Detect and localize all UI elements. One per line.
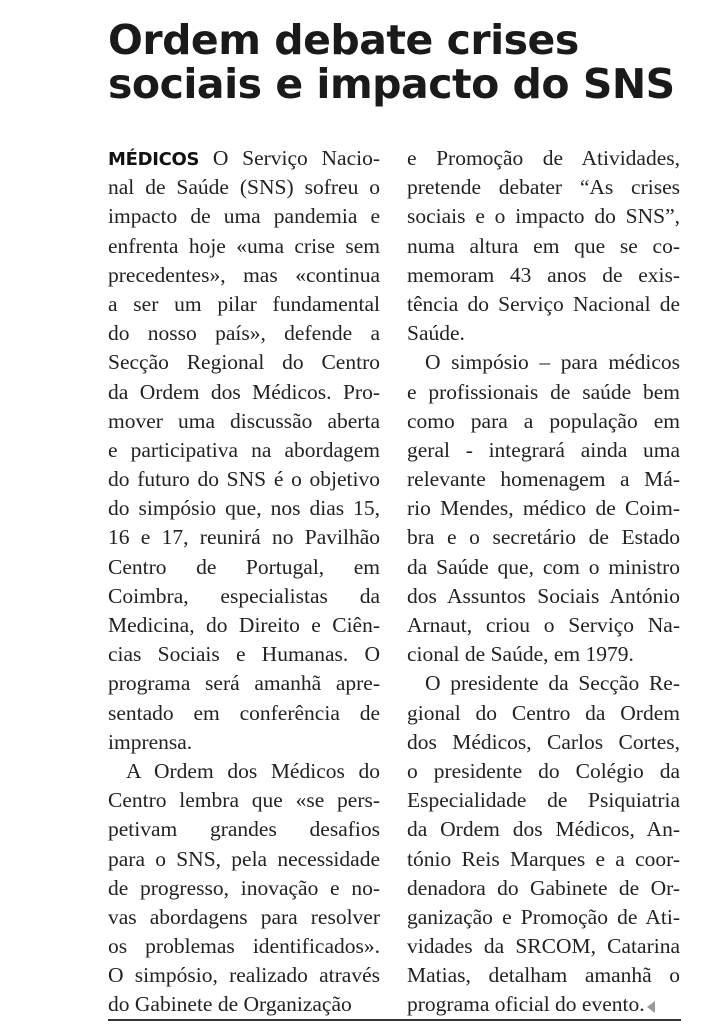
text-line [407, 523, 680, 552]
text-line [108, 815, 380, 844]
text-line [407, 874, 680, 903]
text-line [108, 465, 380, 494]
text-line-content: cional de Saúde, em 1979. [407, 642, 634, 667]
text-line-content: programa oficial do evento. [407, 992, 645, 1017]
text-line [108, 261, 380, 290]
text-line-content: sentado em conferência de [108, 700, 380, 725]
text-line-content: O Serviço Nacio- [199, 146, 380, 170]
text-line-content: para o SNS, pela necessidade [108, 846, 380, 871]
text-line [108, 874, 380, 903]
text-line-content: e profissionais de saúde bem [407, 379, 680, 404]
text-line [407, 232, 680, 261]
text-line [108, 553, 380, 582]
text-line-content: Arnaut, criou o Serviço Na- [407, 613, 680, 637]
text-line [407, 961, 680, 990]
text-line-content: dos Médicos, Carlos Cortes, [407, 729, 680, 754]
text-line [108, 173, 380, 202]
headline-line: sociais e impacto do SNS [108, 60, 675, 108]
text-line-content: Coimbra, especialistas da [108, 583, 380, 608]
text-line-content: enfrenta hoje «uma crise sem [108, 233, 380, 258]
text-line-content: tência do Serviço Nacional de [407, 291, 680, 316]
text-line [407, 815, 680, 844]
text-line [108, 611, 380, 640]
text-line-content: e Promoção de Atividades, [407, 146, 680, 170]
text-line-content: e participativa na abordagem [108, 437, 380, 462]
text-line [108, 961, 380, 990]
text-line [108, 144, 380, 173]
text-line [108, 494, 380, 523]
text-line [407, 261, 680, 290]
article-column-left [108, 144, 380, 1020]
text-line-content: do nosso país», defende a [108, 321, 380, 346]
text-line-content: cias Sociais e Humanas. O [108, 642, 380, 667]
text-line-content: gional do Centro da Ordem [407, 700, 680, 725]
text-line-content: relevante homenagem a Má- [407, 467, 680, 492]
text-line [407, 582, 680, 611]
text-line [407, 173, 680, 202]
text-line-content: impacto de uma pandemia e [108, 204, 380, 229]
text-line [407, 436, 680, 465]
text-line-content: Secção Regional do Centro [108, 350, 380, 375]
text-line [407, 699, 680, 728]
text-line-content: da Ordem dos Médicos, An- [407, 817, 680, 842]
text-line-content: do futuro do SNS é o objetivo [108, 467, 380, 492]
text-line-content: da Saúde que, com o ministro [407, 554, 680, 579]
text-line [108, 640, 380, 669]
text-line [108, 523, 380, 552]
text-line [407, 144, 680, 173]
article-column-right [407, 144, 680, 1020]
text-line-content: tónio Reis Marques e a coor- [407, 846, 680, 871]
text-line-content: dos Assuntos Sociais António [407, 583, 680, 608]
text-line-content: Centro de Portugal, em [108, 554, 380, 579]
text-line [108, 232, 380, 261]
text-line-content: Especialidade de Psiquiatria [407, 788, 680, 813]
text-line-content: numa altura em que se co- [407, 233, 680, 258]
text-line-content: da Ordem dos Médicos. Pro- [108, 379, 380, 404]
text-line-content: como para a população em [407, 408, 680, 433]
kicker: MÉDICOS [108, 149, 200, 170]
text-line-content: programa será amanhã apre- [108, 671, 380, 696]
text-line [407, 290, 680, 319]
text-line [108, 290, 380, 319]
headline-line: Ordem debate crises [108, 16, 579, 64]
text-line [407, 348, 680, 377]
text-line-content: Centro lembra que «se pers- [108, 788, 380, 813]
text-line [108, 845, 380, 874]
text-line-content: A Ordem dos Médicos do [126, 758, 380, 783]
text-line [108, 669, 380, 698]
text-line [407, 990, 680, 1019]
text-line-content: O simpósio, realizado através [108, 963, 380, 988]
text-line [407, 757, 680, 786]
text-line-content: memoram 43 anos de exis- [407, 262, 680, 287]
text-line-content: o presidente do Colégio da [407, 758, 680, 783]
text-line [407, 903, 680, 932]
text-line [407, 494, 680, 523]
text-line-content: bra e o secretário de Estado [407, 525, 680, 550]
text-line-content: Saúde. [407, 321, 465, 346]
text-line [407, 932, 680, 961]
text-line-content: ganização e Promoção de Ati- [407, 904, 680, 929]
text-line [108, 786, 380, 815]
text-line [407, 378, 680, 407]
text-line-content: de progresso, inovação e no- [108, 875, 380, 900]
text-line-content: geral - integrará ainda uma [407, 437, 680, 462]
text-line [108, 436, 380, 465]
text-line-content: do simpósio que, nos dias 15, [108, 496, 380, 521]
text-line-content: vidades da SRCOM, Catarina [407, 934, 680, 959]
text-line [407, 786, 680, 815]
text-line-content: do Gabinete de Organização [108, 992, 352, 1017]
text-line [407, 465, 680, 494]
text-line [407, 845, 680, 874]
text-line-content: pretende debater “As crises [407, 175, 680, 200]
text-line [407, 669, 680, 698]
text-line [407, 319, 680, 348]
text-line-content: 16 e 17, reunirá no Pavilhão [108, 525, 380, 550]
text-line [407, 553, 680, 582]
text-line [108, 757, 380, 786]
text-line-content: O simpósio – para médicos [425, 350, 680, 375]
text-line-content: nal de Saúde (SNS) sofreu o [108, 175, 380, 200]
text-line [108, 407, 380, 436]
text-line-content: imprensa. [108, 729, 193, 754]
text-line-content: precedentes», mas «continua [108, 262, 380, 287]
text-line [108, 903, 380, 932]
text-line-content: Medicina, do Direito e Ciên- [108, 613, 380, 637]
text-line-content: Matias, detalham amanhã o [407, 963, 680, 988]
text-line [108, 699, 380, 728]
text-line-content: petivam grandes desafios [108, 817, 380, 842]
text-line [108, 990, 380, 1019]
text-line [108, 932, 380, 961]
text-line-content: denadora do Gabinete de Or- [407, 875, 680, 900]
text-line-content: os problemas identificados». [108, 934, 380, 959]
text-line [407, 640, 680, 669]
text-line-content: sociais e o impacto do SNS”, [407, 204, 680, 229]
text-line-content: a ser um pilar fundamental [108, 291, 380, 316]
end-of-article-icon [647, 1001, 655, 1013]
headline [108, 18, 688, 106]
text-line [407, 728, 680, 757]
text-line [407, 202, 680, 231]
text-line [108, 582, 380, 611]
text-line [108, 348, 380, 377]
text-line [108, 378, 380, 407]
text-line [407, 611, 680, 640]
text-line [108, 728, 380, 757]
text-line-content: vas abordagens para resolver [108, 904, 380, 929]
text-line [407, 407, 680, 436]
text-line-content: mover uma discussão aberta [108, 408, 380, 433]
text-line-content: O presidente da Secção Re- [425, 671, 680, 696]
bottom-rule [108, 1019, 681, 1021]
text-line [108, 202, 380, 231]
text-line [108, 319, 380, 348]
text-line-content: rio Mendes, médico de Coim- [407, 496, 680, 521]
